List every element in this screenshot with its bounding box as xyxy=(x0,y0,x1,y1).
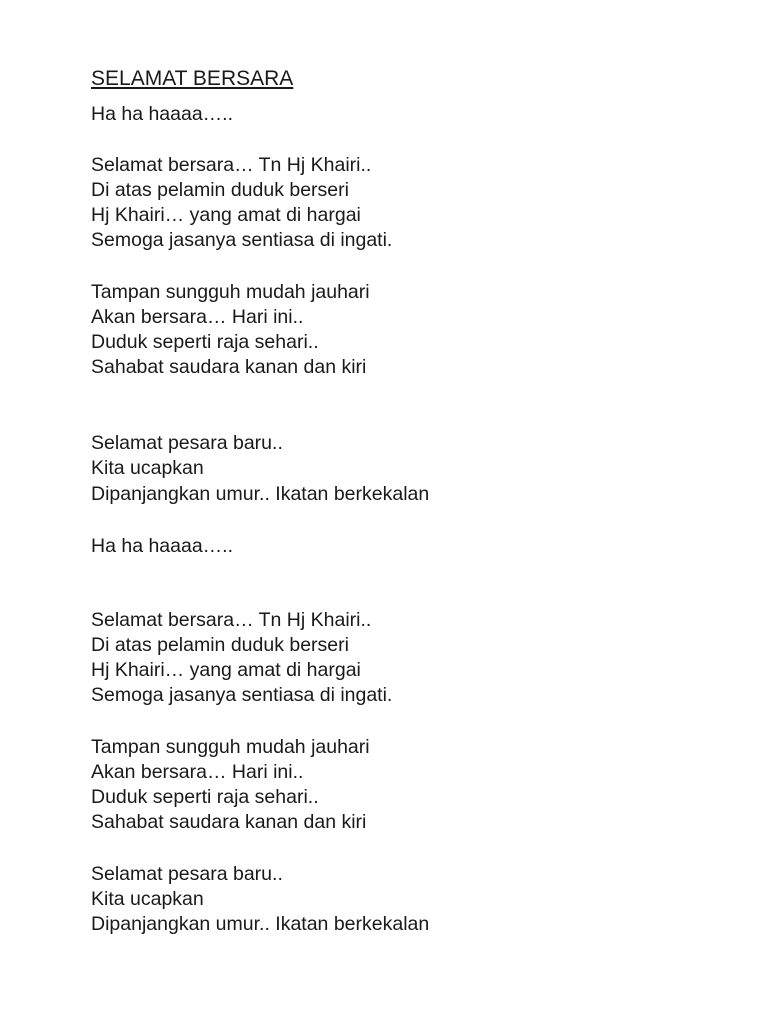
chorus-line: Dipanjangkan umur.. Ikatan berkekalan xyxy=(91,913,430,935)
verse-line: Selamat bersara… Tn Hj Khairi.. xyxy=(91,154,372,176)
intro-line: Ha ha haaaa….. xyxy=(91,103,234,125)
chorus-line: Dipanjangkan umur.. Ikatan berkekalan xyxy=(91,483,430,505)
verse-line: Sahabat saudara kanan dan kiri xyxy=(91,356,367,378)
verse-line: Sahabat saudara kanan dan kiri xyxy=(91,811,367,833)
verse-line: Semoga jasanya sentiasa di ingati. xyxy=(91,229,393,251)
verse-line: Duduk seperti raja sehari.. xyxy=(91,786,319,808)
document-title: SELAMAT BERSARA xyxy=(91,67,294,90)
verse-line: Akan bersara… Hari ini.. xyxy=(91,761,304,783)
verse-line: Tampan sungguh mudah jauhari xyxy=(91,281,370,303)
chorus-line: Kita ucapkan xyxy=(91,457,204,479)
chorus-line: Kita ucapkan xyxy=(91,888,204,910)
chorus-line: Selamat pesara baru.. xyxy=(91,863,283,885)
verse-line: Semoga jasanya sentiasa di ingati. xyxy=(91,684,393,706)
verse-line: Selamat bersara… Tn Hj Khairi.. xyxy=(91,609,372,631)
verse-line: Akan bersara… Hari ini.. xyxy=(91,306,304,328)
verse-line: Duduk seperti raja sehari.. xyxy=(91,331,319,353)
verse-line: Hj Khairi… yang amat di hargai xyxy=(91,659,361,681)
intro-line: Ha ha haaaa….. xyxy=(91,535,234,557)
verse-line: Di atas pelamin duduk berseri xyxy=(91,179,349,201)
verse-line: Tampan sungguh mudah jauhari xyxy=(91,736,370,758)
chorus-line: Selamat pesara baru.. xyxy=(91,432,283,454)
verse-line: Di atas pelamin duduk berseri xyxy=(91,634,349,656)
verse-line: Hj Khairi… yang amat di hargai xyxy=(91,204,361,226)
